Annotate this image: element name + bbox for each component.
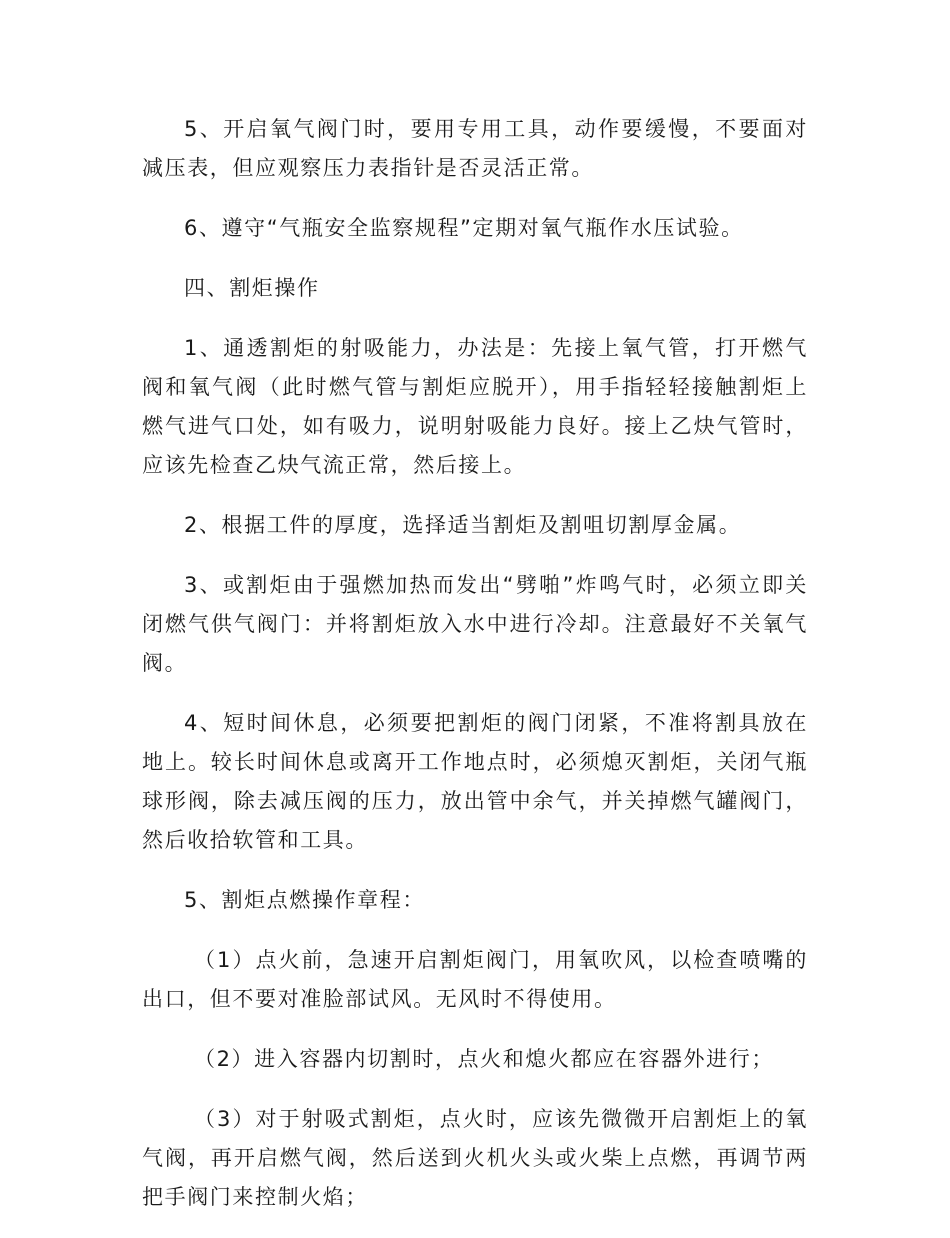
paragraph-backfire: 3、或割炬由于强燃加热而发出“劈啪”炸鸣气时，必须立即关闭燃气供气阀门：并将割炬放入水中进行冷却。注意最好不关氧气阀。: [142, 573, 808, 675]
list-item-ignition-1: （1）点火前，急速开启割炬阀门，用氧吹风，以检查喷嘴的出口，但不要对准脸部试风。无风时不得使用。: [142, 948, 808, 1011]
paragraph-ignition-rules: 5、割炬点燃操作章程：: [184, 888, 425, 912]
paragraph-oxygen-valve: 5、开启氧气阀门时，要用专用工具，动作要缓慢，不要面对减压表，但应观察压力表指针是否灵活正常。: [142, 117, 808, 180]
paragraph-suction-check: 1、通透割炬的射吸能力，办法是：先接上氧气管，打开燃气阀和氧气阀（此时燃气管与割炬应脱开），用手指轻轻接触割炬上燃气进气口处，如有吸力，说明射吸能力良好。接上乙炔气管时，应该先检查乙炔气流正常，然后接上。: [142, 336, 808, 477]
paragraph-hydrostatic-test: 6、遵守“气瓶安全监察规程”定期对氧气瓶作水压试验。: [184, 216, 744, 240]
paragraph-torch-selection: 2、根据工件的厚度，选择适当割炬及割咀切割厚金属。: [184, 513, 742, 537]
section-heading-torch-operation: 四、割炬操作: [184, 276, 320, 300]
list-item-ignition-2: （2）进入容器内切割时，点火和熄火都应在容器外进行；: [194, 1047, 774, 1071]
document-body: [142, 110, 808, 1238]
list-item-ignition-3: （3）对于射吸式割炬，点火时，应该先微微开启割炬上的氧气阀，再开启燃气阀，然后送到火机火头或火柴上点燃，再调节两把手阀门来控制火焰；: [142, 1107, 808, 1209]
paragraph-rest: 4、短时间休息，必须要把割炬的阀门闭紧，不准将割具放在地上。较长时间休息或离开工作地点时，必须熄灭割炬，关闭气瓶球形阀，除去减压阀的压力，放出管中余气，并关掉燃气罐阀门，然后收拾软管和工具。: [142, 711, 808, 852]
